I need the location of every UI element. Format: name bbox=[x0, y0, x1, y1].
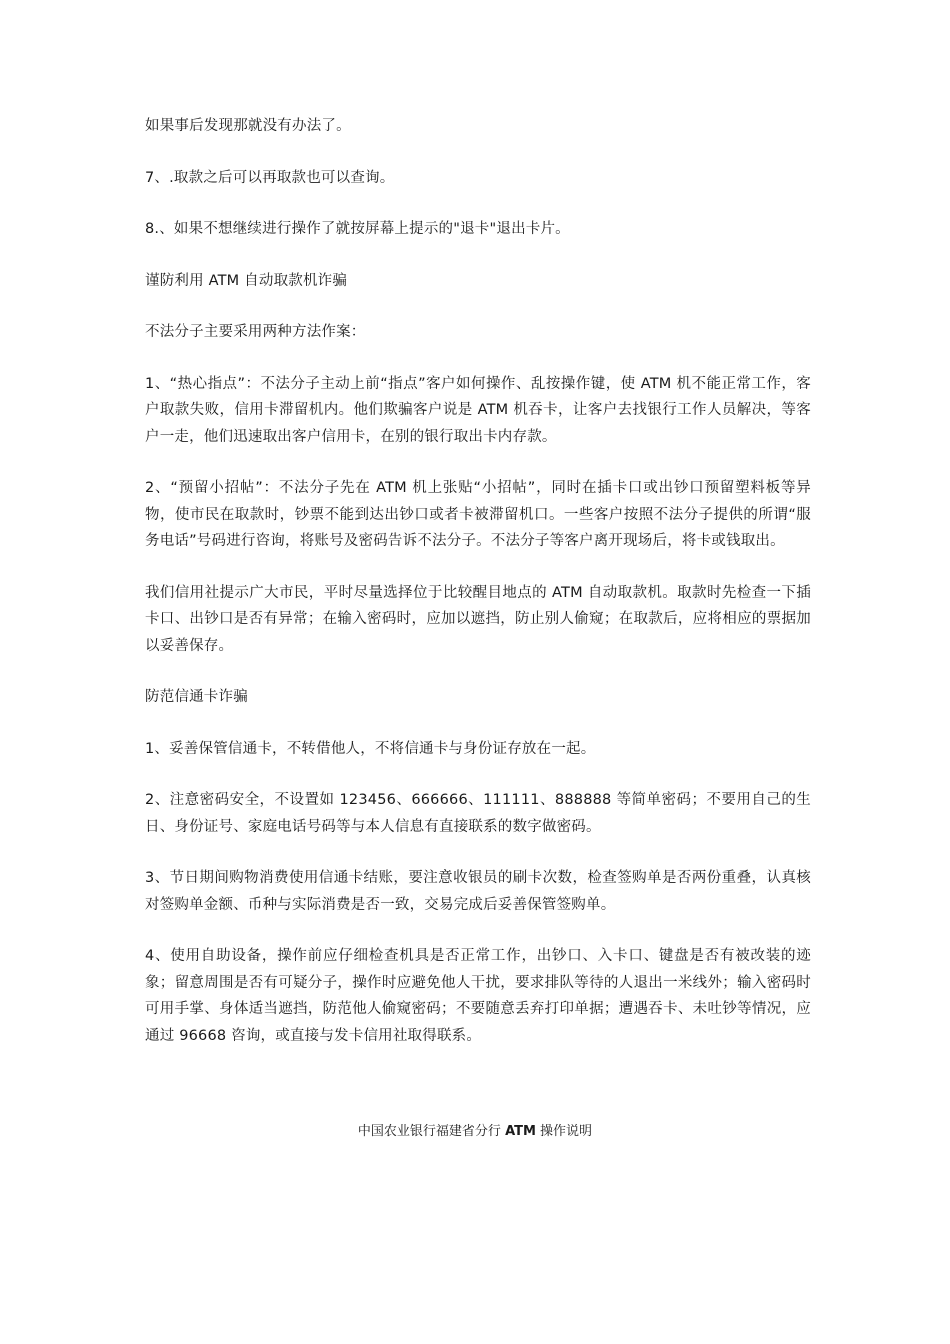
paragraph: 7、.取款之后可以再取款也可以查询。 bbox=[145, 169, 395, 186]
document-body bbox=[145, 113, 811, 1074]
paragraph: 我们信用社提示广大市民，平时尽量选择位于比较醒目地点的 ATM 自动取款机。取款时先检查一下插卡口、出钞口是否有异常；在输入密码时，应加以遮挡，防止别人偷窥；在取款后，应将相应的票据加以妥善保存。 bbox=[145, 584, 811, 654]
paragraph: 4、使用自助设备，操作前应仔细检查机具是否正常工作，出钞口、入卡口、键盘是否有被改装的迹象；留意周围是否有可疑分子，操作时应避免他人干扰，要求排队等待的人退出一米线外；输入密码时可用手掌、身体适当遮挡，防范他人偷窥密码；不要随意丢弃打印单据；遭遇吞卡、未吐钞等情况，应通过 96668 咨询，或直接与发卡信用社取得联系。 bbox=[145, 948, 811, 1044]
paragraph: 1、妥善保管信通卡，不转借他人，不将信通卡与身份证存放在一起。 bbox=[145, 740, 596, 757]
page-footer bbox=[0, 1122, 950, 1142]
paragraph: 3、节日期间购物消费使用信通卡结账，要注意收银员的刷卡次数，检查签购单是否两份重叠，认真核对签购单金额、币种与实际消费是否一致，交易完成后妥善保管签购单。 bbox=[145, 870, 811, 913]
footer-bold: ATM bbox=[505, 1124, 536, 1139]
paragraph: 不法分子主要采用两种方法作案： bbox=[145, 324, 366, 340]
paragraph: 2、注意密码安全，不设置如 123456、666666、111111、888888 等简单密码；不要用自己的生日、身份证号、家庭电话号码等与本人信息有直接联系的数字做密码。 bbox=[145, 792, 811, 835]
paragraph: 8.、如果不想继续进行操作了就按屏幕上提示的"退卡"退出卡片。 bbox=[145, 221, 570, 237]
paragraph: 如果事后发现那就没有办法了。 bbox=[145, 118, 351, 134]
footer-suffix: 操作说明 bbox=[535, 1124, 593, 1139]
paragraph: 2、“预留小招帖”：不法分子先在 ATM 机上张贴“小招帖”，同时在插卡口或出钞口预留塑料板等异物，使市民在取款时，钞票不能到达出钞口或者卡被滞留机口。一些客户按照不法分子提供的所谓“服务电话”号码进行咨询，将账号及密码告诉不法分子。不法分子等客户离开现场后，将卡或钱取出。 bbox=[145, 480, 811, 549]
section-heading: 防范信通卡诈骗 bbox=[145, 689, 248, 705]
section-heading: 谨防利用 ATM 自动取款机诈骗 bbox=[145, 272, 348, 289]
footer-prefix: 中国农业银行福建省分行 bbox=[357, 1124, 506, 1139]
paragraph: 1、“热心指点”：不法分子主动上前“指点”客户如何操作、乱按操作键，使 ATM 机不能正常工作，客户取款失败，信用卡滞留机内。他们欺骗客户说是 ATM 机吞卡，让客户去找银行工作人员解决，等客户一走，他们迅速取出客户信用卡，在别的银行取出卡内存款。 bbox=[145, 375, 811, 445]
